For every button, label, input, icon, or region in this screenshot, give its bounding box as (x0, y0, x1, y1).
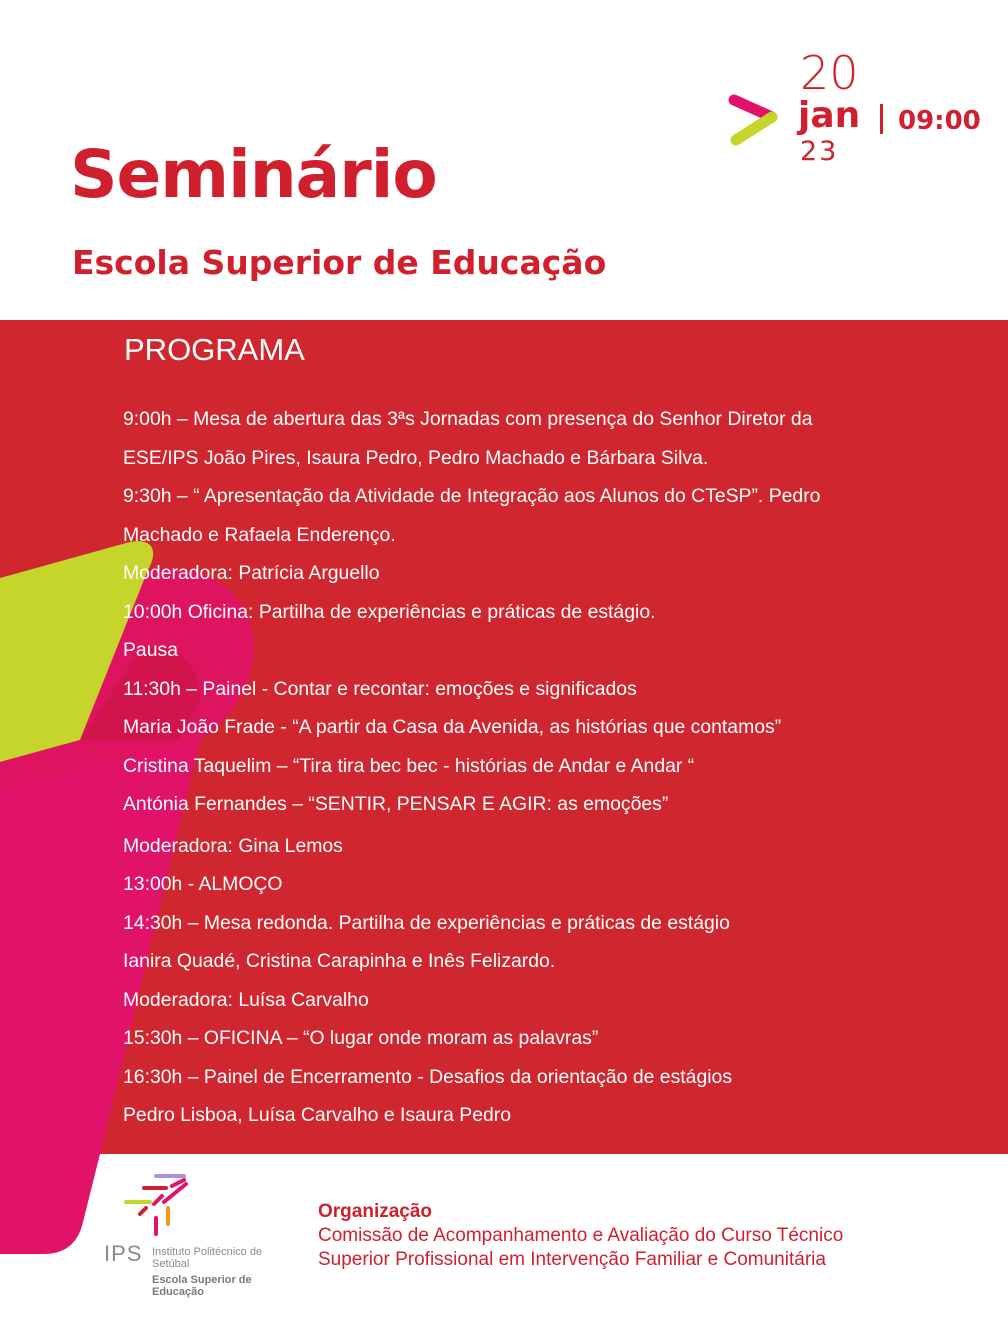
date-month: jan (798, 95, 861, 136)
chevron-arrow-icon (728, 92, 788, 152)
list-item: Moderadora: Patrícia Arguello (123, 562, 380, 584)
program-title: PROGRAMA (124, 332, 305, 367)
organization-title: Organização (318, 1201, 433, 1222)
list-item: Moderadora: Luísa Carvalho (123, 988, 369, 1011)
list-item: Cristina Taquelim – “Tira tira bec bec - histórias de Andar e Andar “ (123, 754, 695, 777)
list-item: 11:30h – Painel - Contar e recontar: emoções e significados (123, 677, 637, 700)
list-item: Maria João Frade - “A partir da Casa da Avenida, as histórias que contamos” (123, 716, 782, 738)
list-item: Antónia Fernandes – “SENTIR, PENSAR E AGIR: as emoções” (123, 793, 669, 815)
list-item: Moderadora: Gina Lemos (123, 834, 343, 857)
ips-logo-icon (104, 1172, 194, 1242)
date-day: 20 (800, 46, 859, 100)
organization-line: Superior Profissional em Intervenção Familiar e Comunitária (318, 1249, 826, 1270)
list-item: ESE/IPS João Pires, Isaura Pedro, Pedro Machado e Bárbara Silva. (123, 446, 709, 469)
school-name: Escola Superior de Educação (152, 1274, 252, 1298)
date-separator (880, 104, 883, 134)
list-item: 14:30h – Mesa redonda. Partilha de experiências e práticas de estágio (123, 911, 730, 934)
list-item: 10:00h Oficina: Partilha de experiências e práticas de estágio. (123, 600, 656, 623)
list-item: Machado e Rafaela Enderenço. (123, 523, 396, 546)
date-year: 23 (800, 136, 839, 167)
institute-name: Instituto Politécnico de Setúbal (152, 1246, 263, 1270)
list-item: 9:00h – Mesa de abertura das 3ªs Jornadas com presença do Senhor Diretor da (123, 408, 813, 430)
footer (0, 1154, 1008, 1344)
list-item: 15:30h – OFICINA – “O lugar onde moram as palavras” (123, 1027, 599, 1049)
ips-letters: IPS (104, 1241, 143, 1266)
date-time: 09:00 (898, 106, 981, 136)
organization-block (318, 1200, 843, 1272)
program-list (123, 400, 963, 1135)
decorative-shape (0, 1154, 110, 1344)
page-subtitle: Escola Superior de Educação (72, 243, 607, 282)
organization-line: Comissão de Acompanhamento e Avaliação do Curso Técnico (318, 1225, 844, 1246)
list-item: Pausa (123, 639, 178, 661)
list-item: 16:30h – Painel de Encerramento - Desafios da orientação de estágios (123, 1065, 733, 1088)
list-item: Ianira Quadé, Cristina Carapinha e Inês Felizardo. (123, 950, 556, 972)
list-item: 13:00h - ALMOÇO (123, 873, 283, 895)
program-panel (0, 320, 1008, 1154)
list-item: Pedro Lisboa, Luísa Carvalho e Isaura Pedro (123, 1104, 512, 1126)
list-item: 9:30h – “ Apresentação da Atividade de Integração aos Alunos do CTeSP”. Pedro (123, 485, 821, 507)
header (0, 0, 1008, 320)
page-title: Seminário (70, 136, 437, 213)
